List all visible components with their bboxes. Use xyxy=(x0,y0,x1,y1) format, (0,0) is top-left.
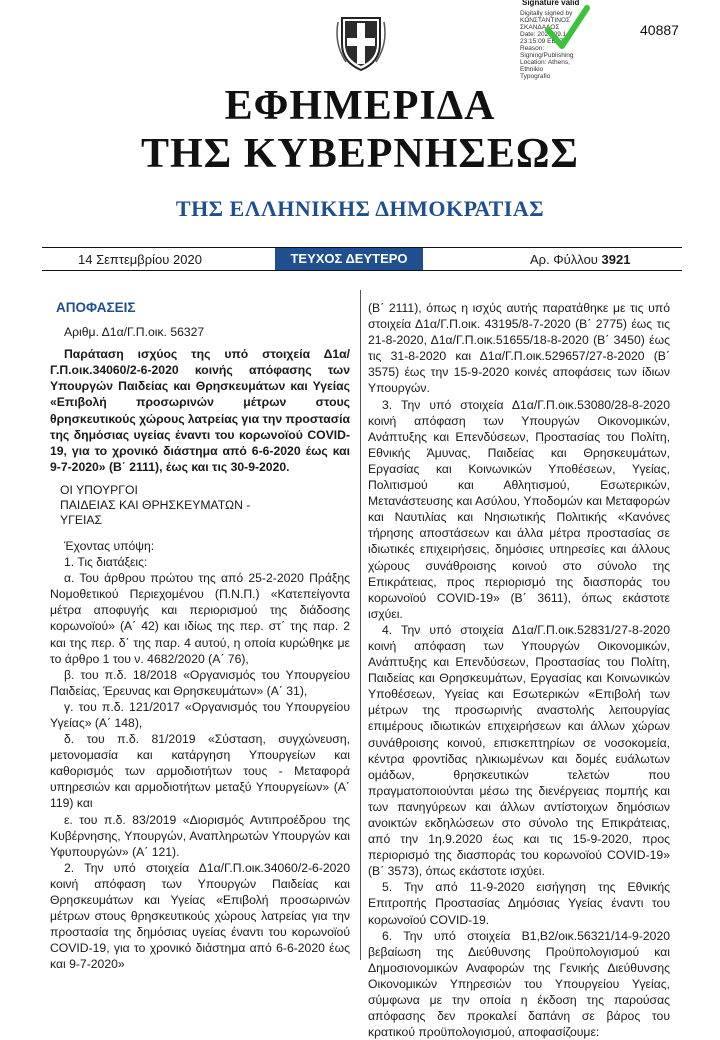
paragraph: 3. Την υπό στοιχεία Δ1α/Γ.Π.οικ.53080/28-8-2020 κοινή απόφαση των Υπουργών Οικονομικών, Ανάπτυξης και Επενδύσεων, Προστασίας του Πολίτη, Εθνικής Άμυνας, Παιδείας και Θρησκευμάτων, Εργασίας και Κοινωνικών Υποθέσεων, Υγείας, Πολιτισμού και Αθλητισμού, Εσωτερικών, Μετανάστευσης και Ασύλου, Υποδομών και Μεταφορών και Ναυτιλίας και Νησιωτικής Πολιτικής «Κανόνες τήρησης αποστάσεων και άλλα μέτρα προστασίας σε ιδιωτικές επιχειρήσεις, δημόσιες υπηρεσίες και άλλους χώρους συνάθροισης κοινού στο σύνολο της Επικράτειας, προς περιορισμό της διασποράς του κορωνοϊού COVID-19» (Β΄ 3611), όπως εκάστοτε ισχύει. xyxy=(368,397,670,621)
sheet-number-label: Αρ. Φύλλου xyxy=(530,252,598,267)
sheet-number xyxy=(530,252,630,267)
decision-title: Παράταση ισχύος της υπό στοιχεία Δ1α/Γ.Π.οικ.34060/2-6-2020 κοινής απόφασης των Υπουργών Παιδείας και Θρησκευμάτων και Υγείας «Επιβολή προσωρινών μέτρων στους θρησκευτικούς χώρους λατρείας για την προστασία της δημόσιας υγείας έναντι του κορωνοϊού COVID-19, για το χρονικό διάστημα από 6-6-2020 έως και 9-7-2020» (Β΄ 2111), έως και τις 30-9-2020. xyxy=(50,347,350,474)
signature-line: Reason: xyxy=(520,45,545,52)
paragraph: δ. του π.δ. 81/2019 «Σύσταση, συγχώνευση, μετονομασία και κατάργηση Υπουργείων και καθορισμός των αρμοδιοτήτων τους - Μεταφορά υπηρεσιών και αρμοδιοτήτων μεταξύ Υπουργείων» (Α΄ 119) και xyxy=(50,732,350,811)
signature-valid-check-icon xyxy=(544,4,590,54)
ministers-line: ΟΙ ΥΠΟΥΡΓΟΙ xyxy=(60,482,138,497)
paragraph: α. Του άρθρου πρώτου της από 25-2-2020 Πράξης Νομοθετικού Περιεχομένου (Π.Ν.Π.) «Κατεπείγοντα μέτρα αποφυγής και περιορισμού της διάδοσης κορωνοϊού» (Α΄ 42) και ιδίως της περ. στ΄ της παρ. 2 και της περ. δ΄ της παρ. 4 αυτού, η οποία κυρώθηκε με το άρθρο 1 του ν. 4682/2020 (Α΄ 76), xyxy=(50,571,350,666)
paragraph: γ. του π.δ. 121/2017 «Οργανισμός του Υπουργείου Υγείας» (Α΄ 148), xyxy=(50,699,350,730)
decision-reference: Αριθμ. Δ1α/Γ.Π.οικ. 56327 xyxy=(64,325,205,340)
sheet-number-value: 3921 xyxy=(601,252,631,267)
paragraph: β. του π.δ. 18/2018 «Οργανισμός του Υπουργείου Παιδείας, Έρευνας και Θρησκευμάτων» (Α΄ 31), xyxy=(50,667,350,698)
paragraph: 1. Τις διατάξεις: xyxy=(64,555,148,570)
paragraph: 4. Την υπό στοιχεία Δ1α/Γ.Π.οικ.52831/27-8-2020 κοινή απόφαση των Υπουργών Οικονομικών, Ανάπτυξης και Επενδύσεων, Προστασίας του Πολίτη, Παιδείας και Θρησκευμάτων, Εργασίας και Κοινωνικών Υποθέσεων, Υγείας και Εσωτερικών «Επιβολή των μέτρων της προσωρινής αναστολής λειτουργίας επιμέρους ιδιωτικών επιχειρήσεων και άλλων χώρων συνάθροισης κοινού, επισκεπτηρίων σε νοσοκομεία, κέντρα φροντίδας ηλικιωμένων και δομές ευάλωτων ομάδων, θρησκευτικών τελετών που πραγματοποιούνται μέσω της διενέργειας πομπής και των πανηγύρεων και άλλων αντίστοιχων δημόσιων ανοικτών εκδηλώσεων στο σύνολο της Επικράτειας, από την 1η.9.2020 έως και τις 15-9-2020, προς περιορισμό της διασποράς του κορωνοϊού COVID-19» (Β΄ 3573), όπως εκάστοτε ισχύει. xyxy=(368,622,670,879)
paragraph: (Β΄ 2111), όπως η ισχύς αυτής παρατάθηκε με τις υπό στοιχεία Δ1α/Γ.Π.οικ. 43195/8-7-2020 (Β΄ 2775) έως τις 21-8-2020, Δ1α/Γ.Π.οικ.51655/18-8-2020 (Β΄ 3450) έως τις 31-8-2020 και Δ1α/Γ.Π.οικ.529657/27-8-2020 (Β΄ 3575) έως την 15-9-2020 κοινές αποφάσεις των ίδιων Υπουργών. xyxy=(368,301,670,396)
signature-line: ΚΩΝΣΤΑΝΤΙΝΟΣ xyxy=(520,17,570,24)
signature-line: Location: Athens, Ethnikio xyxy=(520,59,570,73)
gazette-title-line2: ΤΗΣ ΚΥΒΕΡΝΗΣΕΩΣ xyxy=(141,131,579,177)
paragraph: 6. Την υπό στοιχεία Β1,Β2/οικ.56321/14-9-2020 βεβαίωση της Διεύθυνσης Προϋπολογισμού και Δημοσιονομικών Αναφορών της Γενικής Διεύθυνσης Οικονομικών Υπηρεσιών του Υπουργείου Υγείας, σύμφωνα με την οποία η έκδοση της παρούσας απόφασης δεν προκαλεί δαπάνη σε βάρος του κρατικού προϋπολογισμού, αποφασίζουμε: xyxy=(368,928,670,1040)
ministers-line: ΥΓΕΙΑΣ xyxy=(60,512,103,527)
signature-line: Date: 2020.09.14 xyxy=(520,31,570,38)
signature-line: Digitally signed by xyxy=(520,10,573,17)
section-heading: ΑΠΟΦΑΣΕΙΣ xyxy=(56,300,136,315)
signature-title: Signature valid xyxy=(522,0,580,7)
gazette-title-line1: ΕΦΗΜΕΡΙΔΑ xyxy=(224,83,496,129)
issue-badge: ΤΕΥΧΟΣ ΔΕΥΤΕΡΟ xyxy=(275,248,423,270)
signature-line: 23:15:09 EEST xyxy=(520,38,565,45)
gazette-subtitle: ΤΗΣ ΕΛΛΗΝΙΚΗΣ ΔΗΜΟΚΡΑΤΙΑΣ xyxy=(175,196,545,221)
header-rule-bottom xyxy=(42,270,682,271)
signature-line: Typografio xyxy=(520,73,551,80)
paragraph: 5. Την από 11-9-2020 εισήγηση της Εθνικής Επιτροπής Προστασίας Δημόσιας Υγείας έναντι του κορωνοϊού COVID-19. xyxy=(368,880,670,927)
ministers-line: ΠΑΙΔΕΙΑΣ ΚΑΙ ΘΡΗΣΚΕΥΜΑΤΩΝ - xyxy=(60,497,251,512)
issue-date: 14 Σεπτεμβρίου 2020 xyxy=(78,252,202,267)
column-divider xyxy=(360,290,361,960)
left-column xyxy=(50,300,350,972)
greek-coat-of-arms-icon xyxy=(336,14,386,72)
paragraph: ε. του π.δ. 83/2019 «Διορισμός Αντιπροέδρου της Κυβέρνησης, Υπουργών, Αναπληρωτών Υπουργών και Υφυπουργών» (Α΄ 121). xyxy=(50,812,350,859)
right-column xyxy=(368,300,670,1040)
paragraph: 2. Την υπό στοιχεία Δ1α/Γ.Π.οικ.34060/2-6-2020 κοινή απόφαση των Υπουργών Παιδείας και Θρησκευμάτων και Υγείας «Επιβολή προσωρινών μέτρων στους θρησκευτικούς χώρους λατρείας για την προστασία της δημόσιας υγείας έναντι του κορωνοϊού COVID-19, για το χρονικό διάστημα από 6-6-2020 έως και 9-7-2020» xyxy=(50,860,350,972)
signature-line: Signing/Publishing xyxy=(520,52,574,59)
ministers-heading xyxy=(60,483,350,528)
paragraph: Έχοντας υπόψη: xyxy=(64,538,155,553)
signature-line: ΣΚΑΝΔΑΛΟΣ xyxy=(520,24,560,31)
sheet-code: 40887 xyxy=(640,22,679,38)
digital-signature xyxy=(516,0,596,80)
